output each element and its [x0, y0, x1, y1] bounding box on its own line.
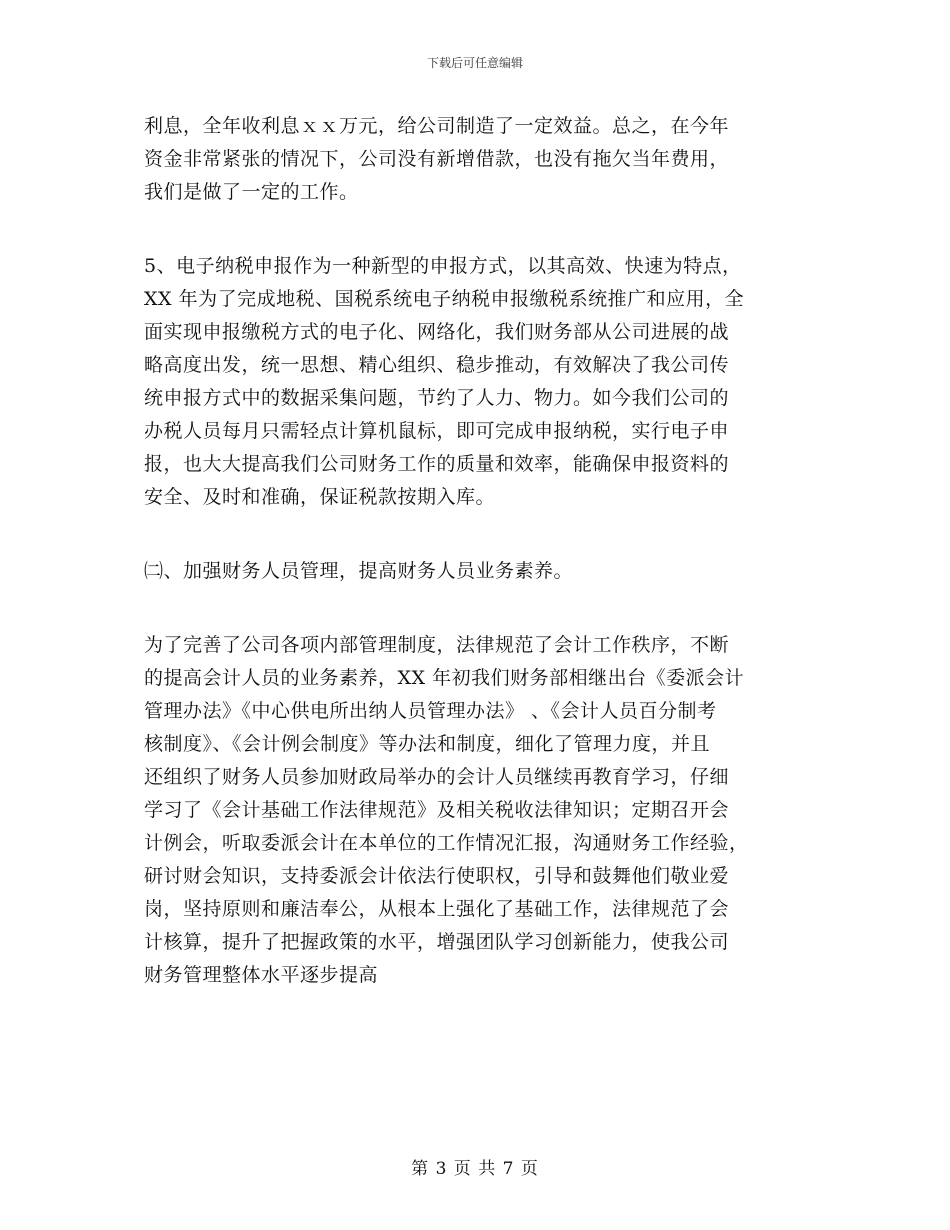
text-line: 还组织了财务人员参加财政局举办的会计人员继续再教育学习，仔细	[144, 766, 730, 788]
paragraph	[144, 250, 824, 514]
text-line: 统申报方式中的数据采集问题，节约了人力、物力。如今我们公司的	[144, 387, 730, 409]
text-line: XX 年为了完成地税、国税系统电子纳税申报缴税系统推广和应用，全	[144, 288, 745, 310]
text-line: 办税人员每月只需轻点计算机鼠标，即可完成申报纳税，实行电子申	[144, 420, 730, 442]
text-line: 学习了《会计基础工作法律规范》及相关税收法律知识；定期召开会	[144, 799, 730, 821]
text-line: 核制度》、《会计例会制度》等办法和制度，细化了管理力度，并且	[144, 733, 711, 755]
text-line: 安全、及时和准确，保证税款按期入库。	[144, 486, 496, 508]
paragraph-gap	[144, 588, 824, 629]
text-line: 的提高会计人员的业务素养，XX 年初我们财务部相继出台《委派会计	[144, 667, 745, 689]
text-line: 资金非常紧张的情况下，公司没有新增借款，也没有拖欠当年费用，	[144, 148, 730, 170]
text-line: 财务管理整体水平逐步提高	[144, 964, 379, 986]
page-footer: 第 3 页 共 7 页	[411, 1159, 539, 1179]
text-line: 为了完善了公司各项内部管理制度，法律规范了会计工作秩序，不断	[144, 634, 730, 656]
text-line: 计核算，提升了把握政策的水平，增强团队学习创新能力，使我公司	[144, 931, 730, 953]
paragraph	[144, 629, 824, 992]
paragraph	[144, 555, 824, 588]
text-line: ㈡、加强财务人员管理，提高财务人员业务素养。	[144, 560, 574, 582]
document-body	[144, 110, 824, 992]
paragraph	[144, 110, 824, 209]
page-header: 下载后可任意编辑	[426, 56, 523, 70]
text-line: 5、电子纳税申报作为一种新型的申报方式，以其高效、快速为特点，	[144, 255, 742, 277]
text-line: 岗，坚持原则和廉洁奉公，从根本上强化了基础工作，法律规范了会	[144, 898, 730, 920]
text-line: 利息，全年收利息ｘｘ万元，给公司制造了一定效益。总之，在今年	[144, 115, 730, 137]
text-line: 管理办法》《中心供电所出纳人员管理办法》 、《会计人员百分制考	[144, 700, 717, 722]
text-line: 计例会，听取委派会计在本单位的工作情况汇报，沟通财务工作经验，	[144, 832, 749, 854]
text-line: 面实现申报缴税方式的电子化、网络化，我们财务部从公司进展的战	[144, 321, 730, 343]
text-line: 报，也大大提高我们公司财务工作的质量和效率，能确保申报资料的	[144, 453, 730, 475]
text-line: 我们是做了一定的工作。	[144, 181, 359, 203]
text-line: 略高度出发，统一思想、精心组织、稳步推动，有效解决了我公司传	[144, 354, 730, 376]
text-line: 研讨财会知识，支持委派会计依法行使职权，引导和鼓舞他们敬业爱	[144, 865, 730, 887]
paragraph-gap	[144, 514, 824, 555]
paragraph-gap	[144, 209, 824, 250]
